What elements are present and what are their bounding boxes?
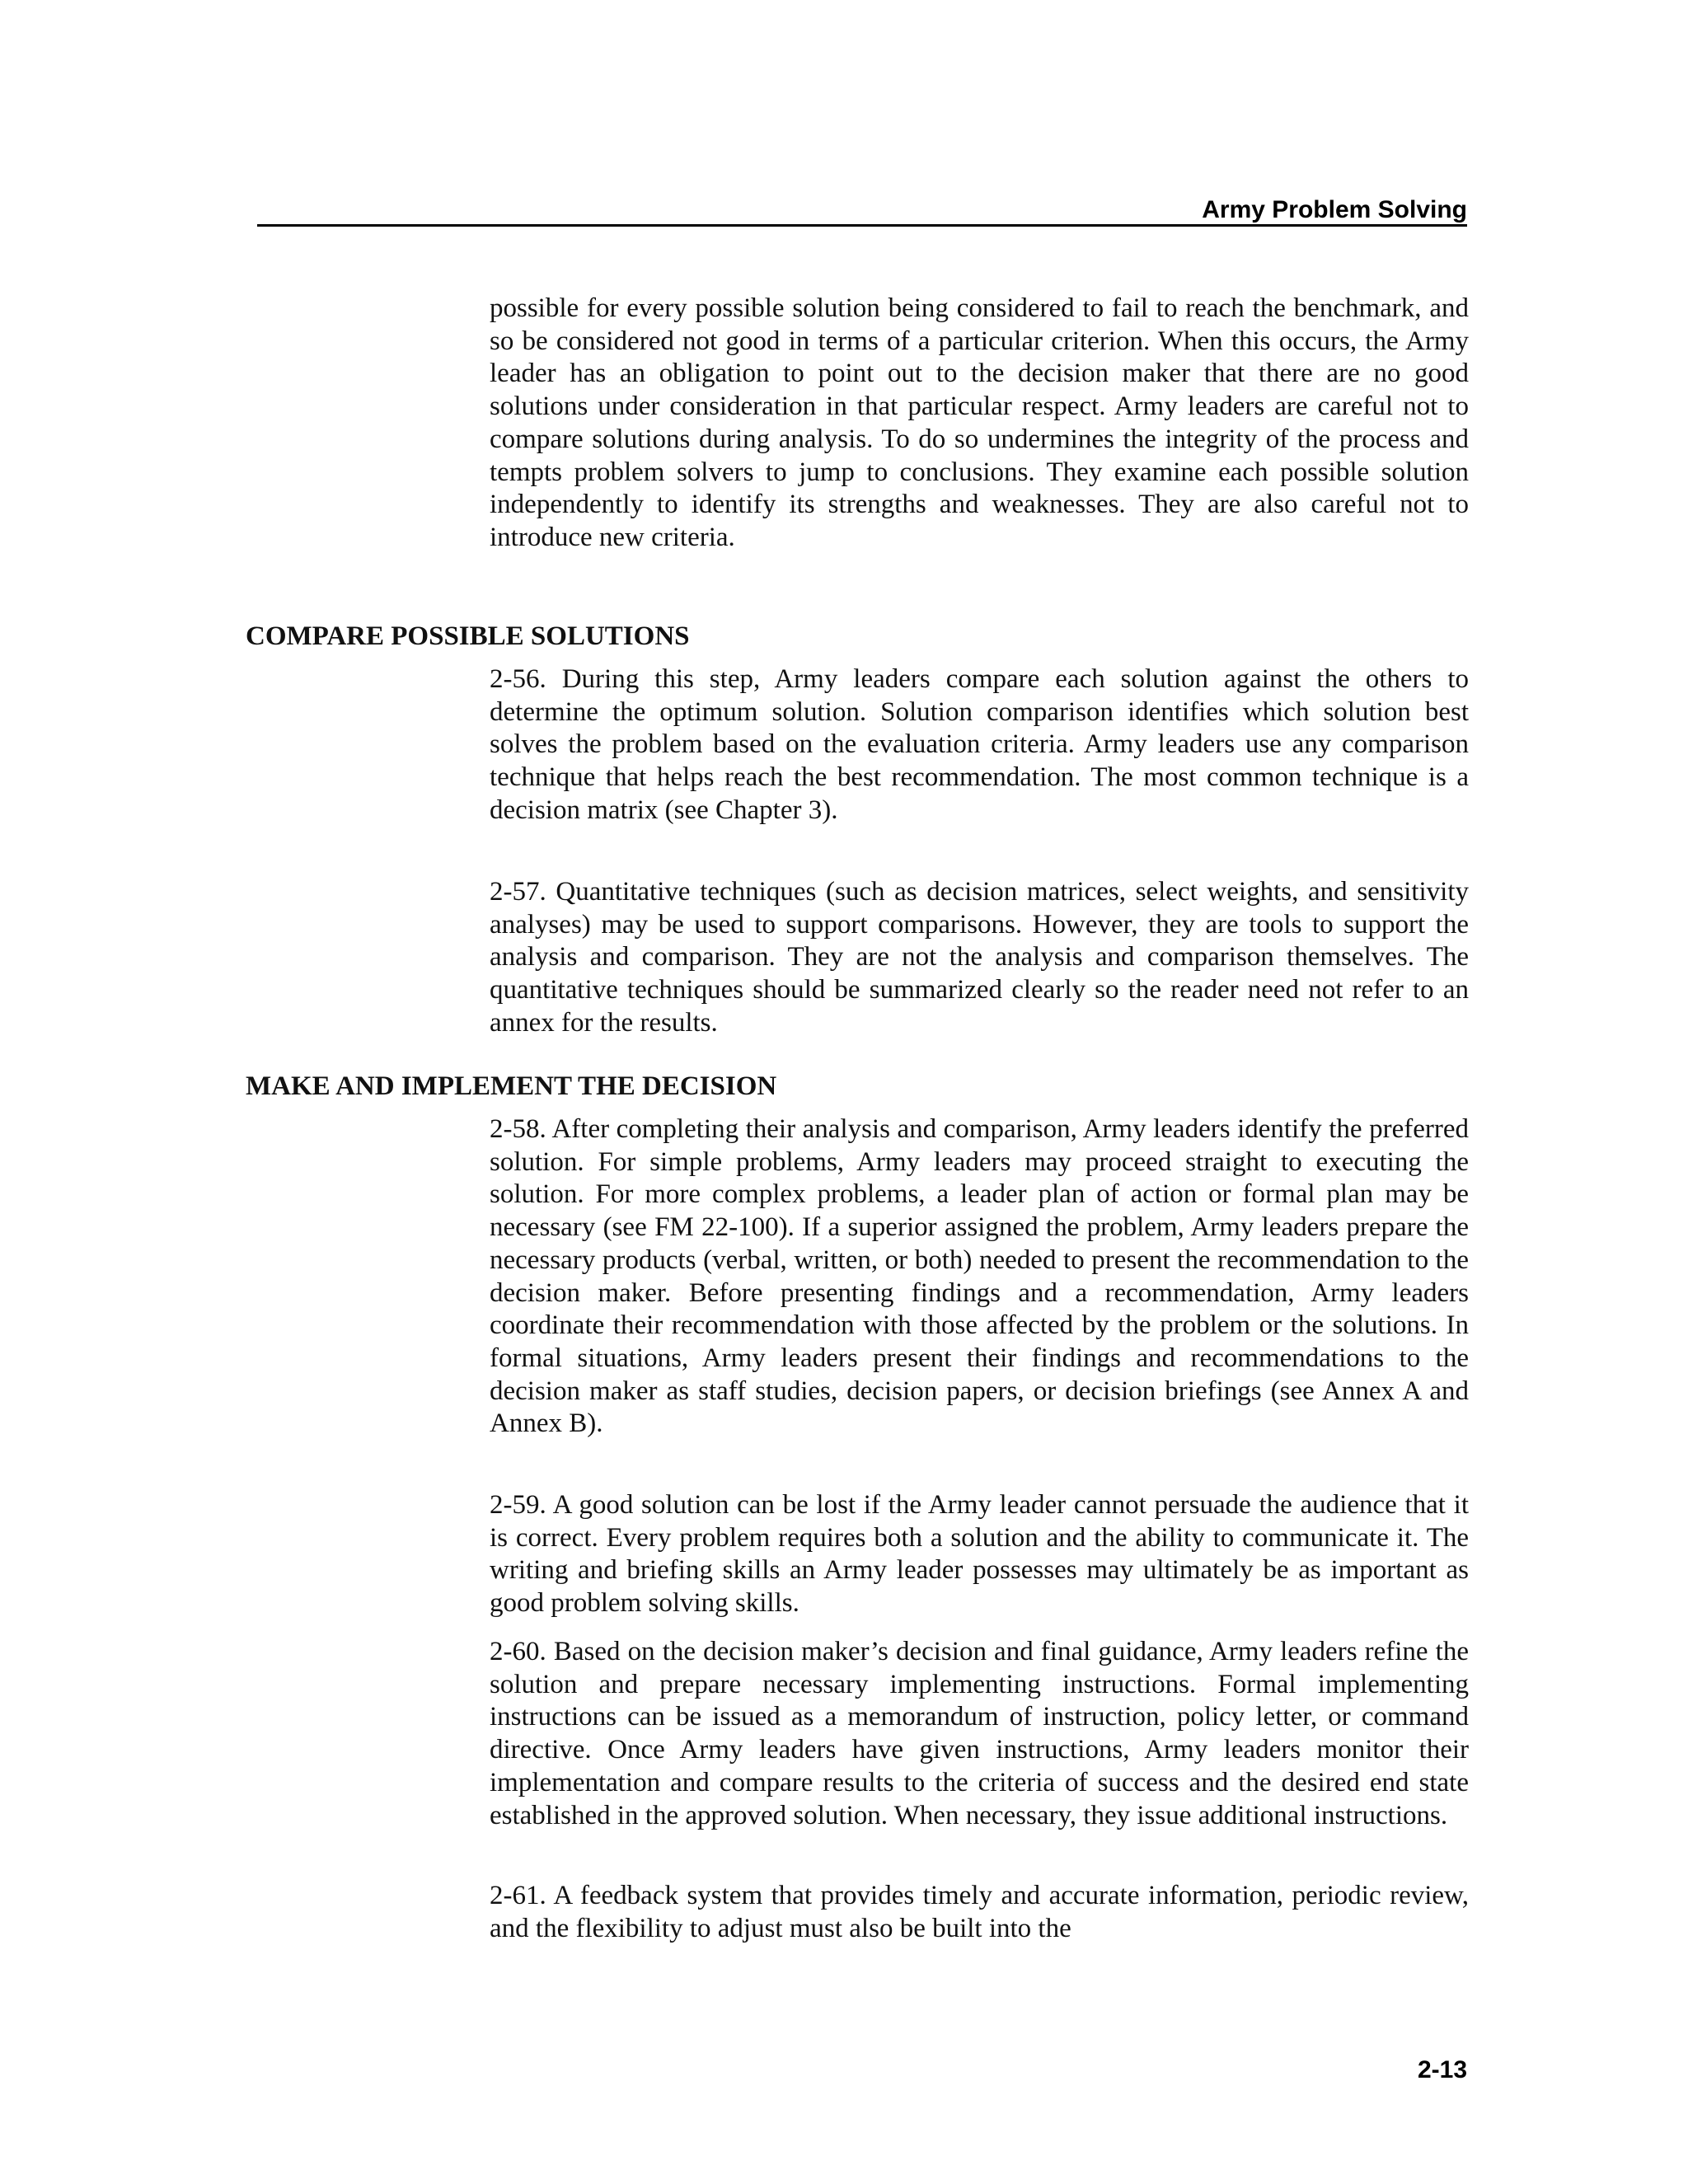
paragraph-2-57: 2-57. Quantitative techniques (such as decision matrices, select weights, and sensitivity analyses) may be used to support comparisons. However, they are tools to support the analysis and comparison. They are not the analysis and comparison themselves. The quantitative techniques should be summarized clearly so the reader need not refer to an annex for the results.: [490, 877, 1469, 1038]
paragraph-2-58: 2-58. After completing their analysis and comparison, Army leaders identify the preferred solution. For simple problems, Army leaders may proceed straight to executing the solution. For more complex problems, a leader plan of action or formal plan may be necessary (see FM 22-100). If a superior assigned the problem, Army leaders prepare the necessary products (verbal, written, or both) needed to present the recommendation to the decision maker. Before presenting findings and a recommendation, Army leaders coordinate their recommendation with those affected by the problem or the solutions. In formal situations, Army leaders present their findings and recommendations to the decision maker as staff studies, decision papers, or decision briefings (see Annex A and Annex B).: [490, 1114, 1469, 1439]
page-number: 2-13: [1417, 2056, 1467, 2083]
paragraph-2-59: 2-59. A good solution can be lost if the Army leader cannot persuade the audience that it is correct. Every problem requires both a solution and the ability to communicate it. The writing and briefing skills an Army leader possesses may ultimately be as important as good problem solving skills.: [490, 1490, 1469, 1619]
paragraph-2-56: 2-56. During this step, Army leaders compare each solution against the others to determine the optimum solution. Solution comparison identifies which solution best solves the problem based on the evaluation criteria. Army leaders use any comparison technique that helps reach the best recommendation. The most common technique is a decision matrix (see Chapter 3).: [490, 664, 1469, 825]
header-title: Army Problem Solving: [1198, 196, 1467, 224]
paragraph-2-61: 2-61. A feedback system that provides timely and accurate information, periodic review, and the flexibility to adjust must also be built into the: [490, 1881, 1469, 1943]
section-heading-compare: COMPARE POSSIBLE SOLUTIONS: [246, 621, 690, 651]
paragraph-2-60: 2-60. Based on the decision maker’s decision and final guidance, Army leaders refine the solution and prepare necessary implementing instructions. Formal implementing instructions can be issued as a memorandum of instruction, policy letter, or command directive. Once Army leaders have given instructions, Army leaders monitor their implementation and compare results to the criteria of success and the desired end state established in the approved solution. When necessary, they issue additional instructions.: [490, 1637, 1469, 1830]
section-heading-make-implement: MAKE AND IMPLEMENT THE DECISION: [246, 1071, 777, 1101]
running-header: [257, 191, 1467, 227]
paragraph-continuation: possible for every possible solution being considered to fail to reach the benchmark, and so be considered not good in terms of a particular criterion. When this occurs, the Army leader has an obligation to point out to the decision maker that there are no good solutions under consideration in that particular respect. Army leaders are careful not to compare solutions during analysis. To do so undermines the integrity of the process and tempts problem solvers to jump to conclusions. They examine each possible solution independently to identify its strengths and weaknesses. They are also careful not to introduce new criteria.: [490, 293, 1469, 552]
